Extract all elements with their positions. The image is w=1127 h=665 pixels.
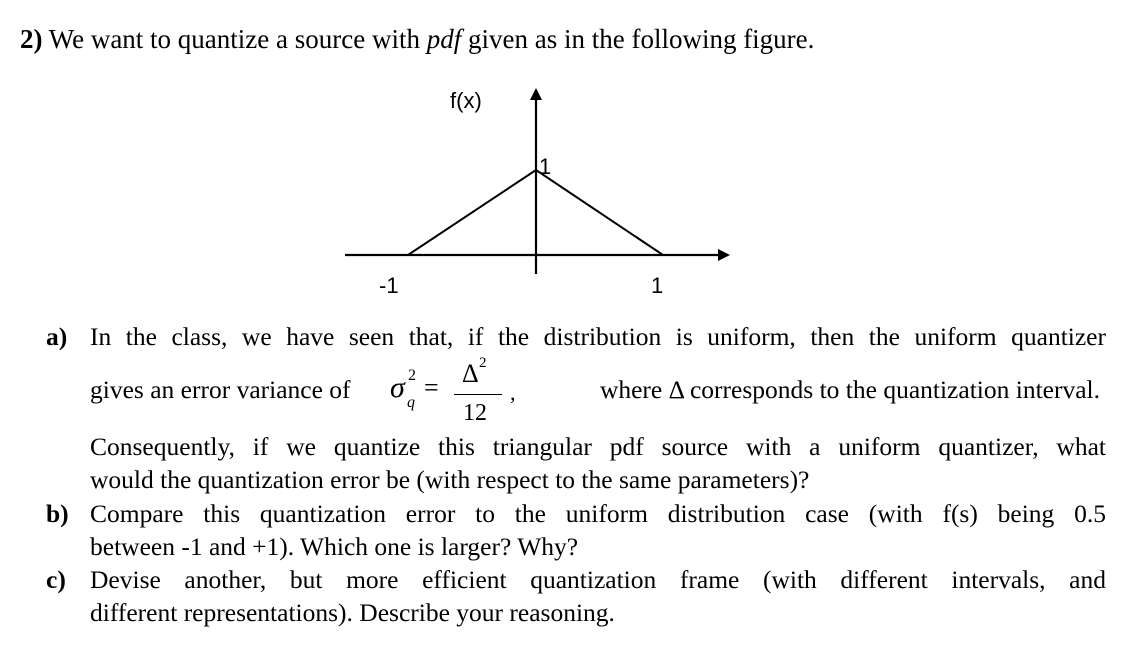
sigma-subscript: q	[407, 394, 415, 411]
x-left-label: -1	[379, 273, 399, 298]
item-c-line-2: different representations). Describe your reasoning.	[90, 598, 615, 627]
fraction-bar	[454, 394, 502, 395]
y-axis-label: f(x)	[450, 88, 482, 113]
item-a-line-4: would the quantization error be (with respect to the same parameters)?	[90, 465, 810, 494]
triangle-left-edge	[408, 170, 536, 255]
item-a-tag: a)	[46, 322, 68, 351]
pdf-figure	[0, 0, 1127, 320]
question-text-start: We want to quantize a source with	[48, 24, 427, 54]
triangle-right-edge	[536, 170, 663, 255]
item-c	[46, 563, 1106, 629]
fraction-denominator: 12	[463, 400, 487, 426]
peak-label: 1	[539, 154, 552, 179]
fraction-numerator: Δ	[462, 359, 479, 388]
sigma-superscript: 2	[408, 367, 416, 384]
item-b-tag: b)	[46, 499, 69, 528]
numerator-superscript: 2	[479, 355, 487, 371]
item-a	[46, 320, 1106, 353]
formula-post-text: where Δ corresponds to the quantization interval.	[599, 375, 1100, 404]
item-c-line-1: Devise another, but more efficient quantization frame (with different intervals, and	[90, 565, 1106, 594]
sigma-symbol: σ	[390, 371, 405, 404]
formula-comma: ,	[510, 380, 516, 405]
item-b-line-2: between -1 and +1). Which one is larger? Why?	[90, 532, 579, 561]
question-text-end: given as in the following figure.	[461, 24, 815, 54]
formula-pre-text: gives an error variance of	[90, 375, 351, 404]
error-variance-formula-line	[90, 356, 1102, 436]
x-right-label: 1	[651, 273, 664, 298]
item-a-line-3: Consequently, if we quantize this triangular pdf source with a uniform quantizer, what	[90, 432, 1106, 461]
question-text-italic: pdf	[426, 24, 462, 54]
question-number: 2)	[20, 24, 43, 54]
item-a-line-1: In the class, we have seen that, if the distribution is uniform, then the uniform quantizer	[90, 322, 1106, 351]
item-b-line-1: Compare this quantization error to the uniform distribution case (with f(s) being 0.5	[90, 499, 1106, 528]
item-a-continued	[46, 430, 1106, 496]
equals-sign: =	[424, 373, 439, 402]
item-c-tag: c)	[46, 565, 66, 594]
item-b	[46, 497, 1106, 563]
